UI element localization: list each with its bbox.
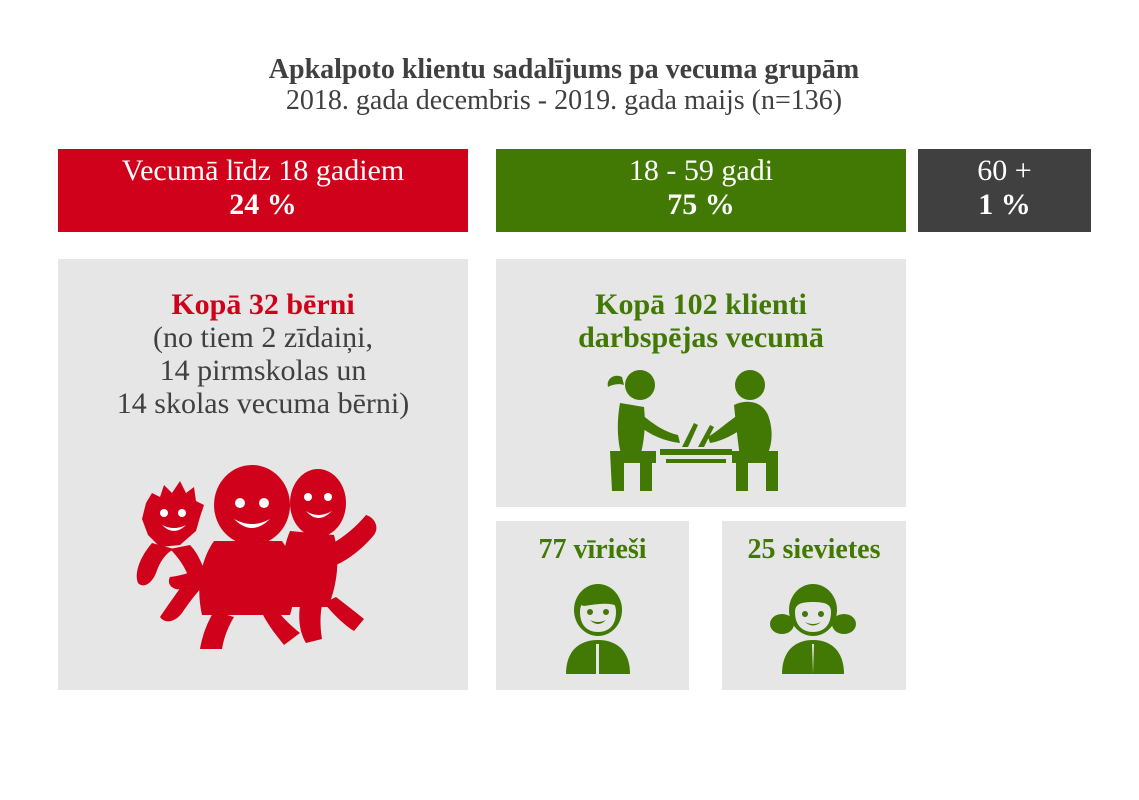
workers-icon xyxy=(600,365,790,495)
men-label: 77 vīrieši xyxy=(538,534,647,565)
band-60-plus xyxy=(918,149,1091,232)
man-icon xyxy=(560,582,636,674)
working-text xyxy=(496,288,906,354)
kids-line-2: 14 pirmskolas un xyxy=(159,354,367,387)
chart-subtitle: 2018. gada decembris - 2019. gada maijs (n=136) xyxy=(285,85,843,116)
band-18-59-label: 18 - 59 gadi xyxy=(628,154,774,187)
kids-line-3: 14 skolas vecuma bērni) xyxy=(116,387,410,420)
kids-headline: Kopā 32 bērni xyxy=(171,288,355,321)
band-under-18-label: Vecumā līdz 18 gadiem xyxy=(121,154,405,187)
band-60-plus-value: 1 % xyxy=(978,188,1031,221)
band-60-plus-label: 60 + xyxy=(977,154,1032,187)
working-line-1: Kopā 102 klienti xyxy=(595,288,807,321)
working-line-2: darbspējas vecumā xyxy=(578,321,824,354)
band-under-18-value: 24 % xyxy=(229,188,297,221)
kids-text xyxy=(58,288,468,420)
band-under-18 xyxy=(58,149,468,232)
women-label: 25 sievietes xyxy=(747,534,881,565)
title-block xyxy=(0,55,1128,117)
band-18-59 xyxy=(496,149,906,232)
woman-icon xyxy=(768,582,858,674)
children-icon xyxy=(130,465,395,650)
chart-title: Apkalpoto klientu sadalījums pa vecuma grupām xyxy=(268,54,860,85)
kids-line-1: (no tiem 2 zīdaiņi, xyxy=(153,321,373,354)
band-18-59-value: 75 % xyxy=(667,188,735,221)
